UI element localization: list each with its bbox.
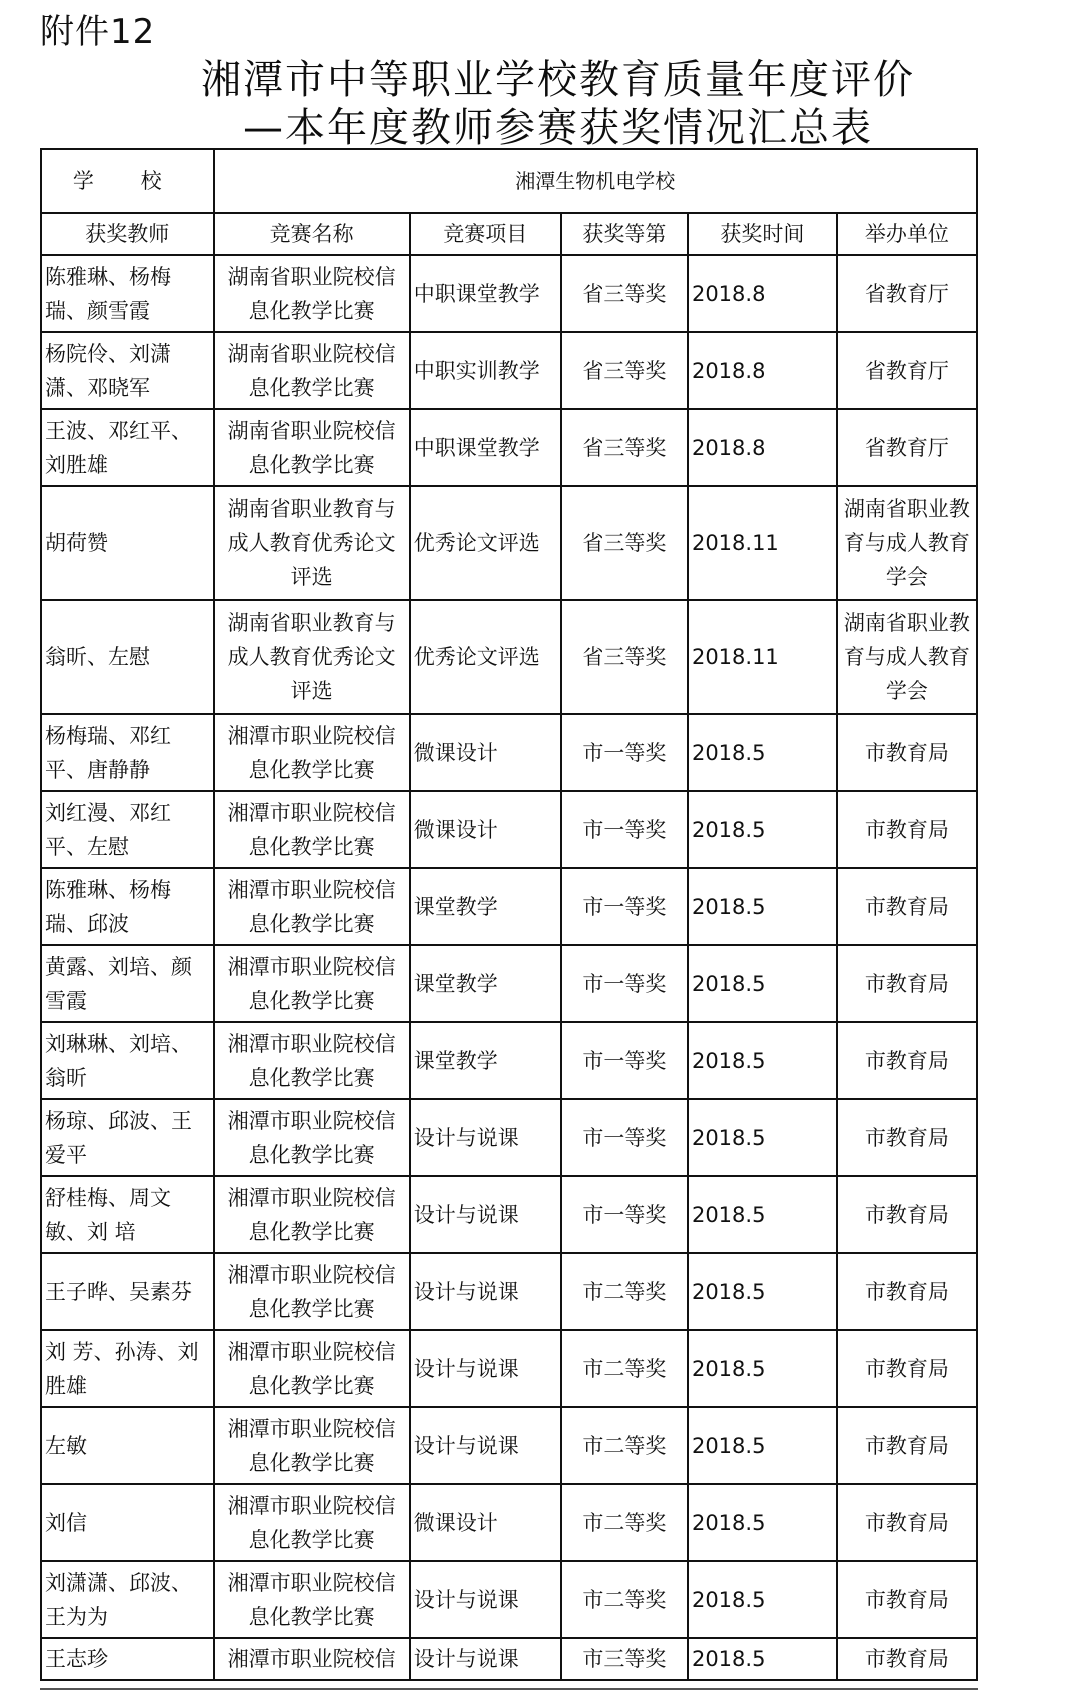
time-cell: 2018.5: [688, 868, 837, 945]
grade-cell: 省三等奖: [561, 409, 688, 486]
table-row: [41, 1176, 977, 1253]
organizer-cell: 市教育局: [837, 1330, 977, 1407]
item-cell: 设计与说课: [410, 1176, 561, 1253]
organizer-cell: 市教育局: [837, 1176, 977, 1253]
organizer-cell: 市教育局: [837, 1099, 977, 1176]
school-label: 学 校: [41, 149, 214, 213]
table-row: [41, 1099, 977, 1176]
organizer-cell: 湖南省职业教育与成人教育学会: [837, 600, 977, 714]
time-cell: 2018.5: [688, 1561, 837, 1638]
grade-cell: 市二等奖: [561, 1484, 688, 1561]
item-cell: 中职课堂教学: [410, 255, 561, 332]
organizer-cell: 市教育局: [837, 791, 977, 868]
table-row: [41, 1638, 977, 1680]
table-row: [41, 1253, 977, 1330]
table-row: [41, 600, 977, 714]
competition-cell: 湖南省职业院校信息化教学比赛: [214, 332, 410, 409]
organizer-cell: 市教育局: [837, 1253, 977, 1330]
competition-cell: 湖南省职业院校信息化教学比赛: [214, 409, 410, 486]
item-cell: 设计与说课: [410, 1561, 561, 1638]
table-row: [41, 1484, 977, 1561]
organizer-cell: 市教育局: [837, 945, 977, 1022]
grade-cell: 市三等奖: [561, 1638, 688, 1680]
table-row: [41, 1330, 977, 1407]
item-cell: 微课设计: [410, 1484, 561, 1561]
competition-cell: 湘潭市职业院校信息化教学比赛: [214, 791, 410, 868]
teachers-cell: 陈雅琳、杨梅瑞、邱波: [41, 868, 214, 945]
teachers-cell: 陈雅琳、杨梅瑞、颜雪霞: [41, 255, 214, 332]
organizer-cell: 市教育局: [837, 1638, 977, 1680]
table-row: [41, 409, 977, 486]
time-cell: 2018.5: [688, 1407, 837, 1484]
awards-table: [40, 148, 978, 1681]
item-cell: 设计与说课: [410, 1253, 561, 1330]
school-name: 湘潭生物机电学校: [214, 149, 977, 213]
grade-cell: 市一等奖: [561, 1176, 688, 1253]
item-cell: 优秀论文评选: [410, 486, 561, 600]
table-row: [41, 332, 977, 409]
table-row: [41, 1407, 977, 1484]
teachers-cell: 胡荷赞: [41, 486, 214, 600]
grade-cell: 市一等奖: [561, 791, 688, 868]
teachers-cell: 刘 芳、孙涛、刘胜雄: [41, 1330, 214, 1407]
item-cell: 课堂教学: [410, 868, 561, 945]
organizer-cell: 市教育局: [837, 1022, 977, 1099]
organizer-cell: 市教育局: [837, 1407, 977, 1484]
organizer-cell: 省教育厅: [837, 255, 977, 332]
item-cell: 设计与说课: [410, 1638, 561, 1680]
time-cell: 2018.5: [688, 1099, 837, 1176]
competition-cell: 湘潭市职业院校信息化教学比赛: [214, 1176, 410, 1253]
organizer-cell: 市教育局: [837, 714, 977, 791]
competition-cell: 湘潭市职业院校信息化教学比赛: [214, 1253, 410, 1330]
competition-cell: 湖南省职业教育与成人教育优秀论文评选: [214, 600, 410, 714]
teachers-cell: 杨梅瑞、邓红平、唐静静: [41, 714, 214, 791]
column-header-competition: 竞赛名称: [214, 213, 410, 255]
time-cell: 2018.11: [688, 486, 837, 600]
teachers-cell: 黄露、刘培、颜雪霞: [41, 945, 214, 1022]
column-header-time: 获奖时间: [688, 213, 837, 255]
table-row: [41, 255, 977, 332]
item-cell: 设计与说课: [410, 1099, 561, 1176]
item-cell: 设计与说课: [410, 1407, 561, 1484]
grade-cell: 省三等奖: [561, 600, 688, 714]
column-header-grade: 获奖等第: [561, 213, 688, 255]
grade-cell: 省三等奖: [561, 255, 688, 332]
grade-cell: 市一等奖: [561, 868, 688, 945]
item-cell: 中职实训教学: [410, 332, 561, 409]
grade-cell: 市二等奖: [561, 1330, 688, 1407]
competition-cell: 湘潭市职业院校信息化教学比赛: [214, 1407, 410, 1484]
time-cell: 2018.5: [688, 714, 837, 791]
time-cell: 2018.8: [688, 332, 837, 409]
organizer-cell: 市教育局: [837, 1484, 977, 1561]
time-cell: 2018.8: [688, 255, 837, 332]
competition-cell: 湘潭市职业院校信息化教学比赛: [214, 1561, 410, 1638]
item-cell: 中职课堂教学: [410, 409, 561, 486]
time-cell: 2018.11: [688, 600, 837, 714]
teachers-cell: 舒桂梅、周文敏、刘 培: [41, 1176, 214, 1253]
grade-cell: 省三等奖: [561, 332, 688, 409]
competition-cell: 湘潭市职业院校信: [214, 1638, 410, 1680]
teachers-cell: 刘红漫、邓红平、左慰: [41, 791, 214, 868]
item-cell: 优秀论文评选: [410, 600, 561, 714]
time-cell: 2018.5: [688, 1176, 837, 1253]
teachers-cell: 王子晔、吴素芬: [41, 1253, 214, 1330]
teachers-cell: 刘琳琳、刘培、翁昕: [41, 1022, 214, 1099]
column-header-item: 竞赛项目: [410, 213, 561, 255]
grade-cell: 市一等奖: [561, 945, 688, 1022]
grade-cell: 省三等奖: [561, 486, 688, 600]
organizer-cell: 湖南省职业教育与成人教育学会: [837, 486, 977, 600]
grade-cell: 市二等奖: [561, 1561, 688, 1638]
time-cell: 2018.8: [688, 409, 837, 486]
competition-cell: 湘潭市职业院校信息化教学比赛: [214, 714, 410, 791]
grade-cell: 市一等奖: [561, 1099, 688, 1176]
item-cell: 课堂教学: [410, 1022, 561, 1099]
item-cell: 课堂教学: [410, 945, 561, 1022]
time-cell: 2018.5: [688, 1022, 837, 1099]
item-cell: 设计与说课: [410, 1330, 561, 1407]
table-row: [41, 945, 977, 1022]
time-cell: 2018.5: [688, 945, 837, 1022]
teachers-cell: 刘信: [41, 1484, 214, 1561]
table-row: [41, 1561, 977, 1638]
time-cell: 2018.5: [688, 1638, 837, 1680]
attachment-label: 附件12: [40, 12, 156, 52]
teachers-cell: 杨琼、邱波、王爱平: [41, 1099, 214, 1176]
competition-cell: 湘潭市职业院校信息化教学比赛: [214, 1330, 410, 1407]
organizer-cell: 省教育厅: [837, 332, 977, 409]
school-row: [41, 149, 977, 213]
competition-cell: 湘潭市职业院校信息化教学比赛: [214, 868, 410, 945]
grade-cell: 市二等奖: [561, 1253, 688, 1330]
organizer-cell: 市教育局: [837, 1561, 977, 1638]
column-header-teachers: 获奖教师: [41, 213, 214, 255]
grade-cell: 市一等奖: [561, 1022, 688, 1099]
teachers-cell: 刘潇潇、邱波、王为为: [41, 1561, 214, 1638]
competition-cell: 湘潭市职业院校信息化教学比赛: [214, 1484, 410, 1561]
item-cell: 微课设计: [410, 714, 561, 791]
table-row: [41, 714, 977, 791]
teachers-cell: 杨院伶、刘潇潇、邓晓军: [41, 332, 214, 409]
competition-cell: 湘潭市职业院校信息化教学比赛: [214, 1022, 410, 1099]
table-row: [41, 486, 977, 600]
organizer-cell: 省教育厅: [837, 409, 977, 486]
column-header-organizer: 举办单位: [837, 213, 977, 255]
page-bottom-rule: [40, 1688, 978, 1690]
teachers-cell: 王志珍: [41, 1638, 214, 1680]
competition-cell: 湖南省职业院校信息化教学比赛: [214, 255, 410, 332]
time-cell: 2018.5: [688, 1330, 837, 1407]
table-row: [41, 868, 977, 945]
teachers-cell: 翁昕、左慰: [41, 600, 214, 714]
teachers-cell: 王波、邓红平、刘胜雄: [41, 409, 214, 486]
teachers-cell: 左敏: [41, 1407, 214, 1484]
item-cell: 微课设计: [410, 791, 561, 868]
table-row: [41, 1022, 977, 1099]
page-title: 湘潭市中等职业学校教育质量年度评价: [201, 57, 915, 103]
page-subtitle: —本年度教师参赛获奖情况汇总表: [243, 105, 873, 151]
organizer-cell: 市教育局: [837, 868, 977, 945]
competition-cell: 湘潭市职业院校信息化教学比赛: [214, 945, 410, 1022]
time-cell: 2018.5: [688, 791, 837, 868]
time-cell: 2018.5: [688, 1484, 837, 1561]
grade-cell: 市二等奖: [561, 1407, 688, 1484]
table-row: [41, 791, 977, 868]
time-cell: 2018.5: [688, 1253, 837, 1330]
grade-cell: 市一等奖: [561, 714, 688, 791]
column-header-row: [41, 213, 977, 255]
competition-cell: 湖南省职业教育与成人教育优秀论文评选: [214, 486, 410, 600]
competition-cell: 湘潭市职业院校信息化教学比赛: [214, 1099, 410, 1176]
